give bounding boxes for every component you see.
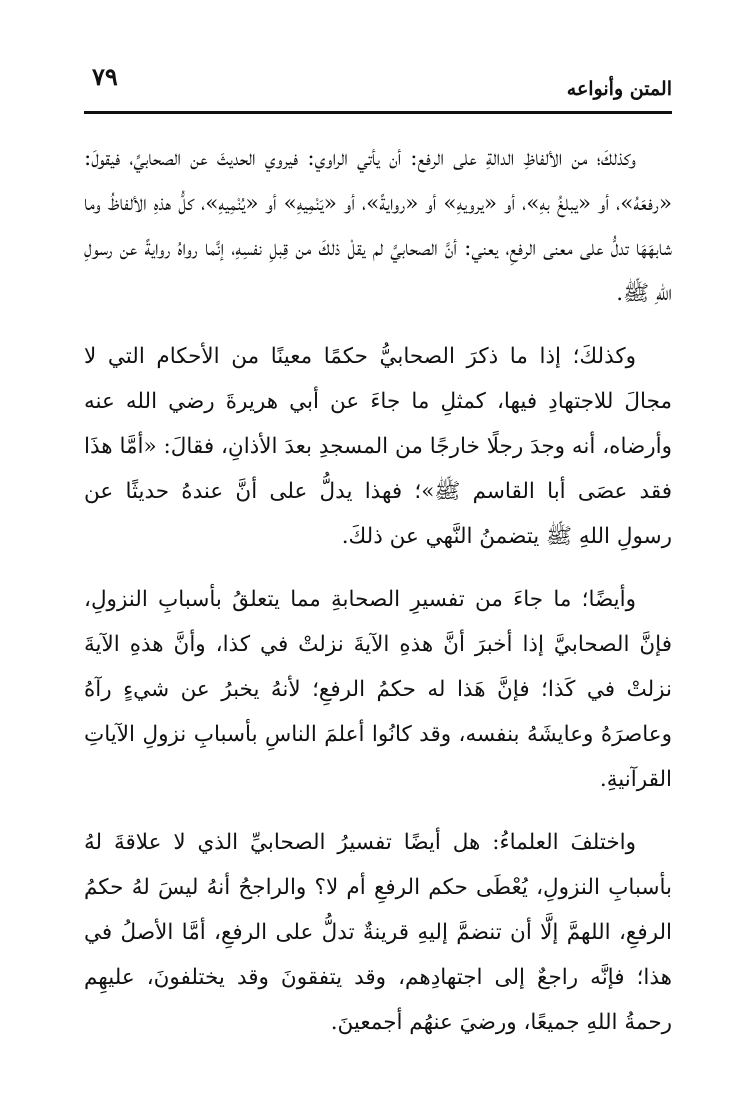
- section-title: المتن وأنواعه: [566, 78, 672, 100]
- paragraph: وأيضًا؛ ما جاءَ من تفسيرِ الصحابةِ مما يتعلقُ بأسبابِ النزولِ، فإنَّ الصحابيَّ إذا أخبرَ أنَّ هذهِ الآيةَ نزلتْ في كذا، وأنَّ هذهِ الآيةَ نزلتْ في كَذا؛ فإنَّ هَذا له حكمُ الرفعِ؛ لأنهُ يخبرُ عن شيءٍ رآهُ وعاصرَهُ وعايشَهُ بنفسه، وقد كانُوا أعلمَ الناسِ بأسبابِ نزولِ الآياتِ القرآنيةِ.: [84, 587, 672, 792]
- paragraph: وكذلكَ؛ من الألفاظِ الدالةِ على الرفع: أن يأتي الراوي: فيروي الحديثَ عن الصحابيِّ، فيقولَ: «رفعَهُ»، أو «يبلغُ بهِ»، أو «يرويهِ» أو «روايةً»، أو «يَنْمِيهِ» أو «يُنْمِيهِ»، كلُّ هذهِ الألفاظُ وما شابهَهَا تدلُّ على معنى الرفعِ، يعني: أنَّ الصحابيَّ لم يقلْ ذلكَ من قِبلِ نفسِهِ، إنَّما رواهُ روايةً عن رسولِ اللهِ ﷺ.: [84, 146, 672, 306]
- body-text: [84, 136, 672, 1063]
- paragraph: وكذلكَ؛ إذا ما ذكرَ الصحابيُّ حكمًا معينًا من الأحكام التي لا مجالَ للاجتهادِ فيها، كمثلِ ما جاءَ عن أبي هريرةَ رضي الله عنه وأرضاه، أنه وجدَ رجلًا خارجًا من المسجدِ بعدَ الأذانِ، فقالَ: «أمَّا هذَا فقد عصَى أبا القاسم ﷺ»؛ فهذا يدلُّ على أنَّ عندهُ حديثًا عن رسولِ اللهِ ﷺ يتضمنُ النَّهي عن ذلكَ.: [84, 344, 672, 549]
- running-header: [84, 62, 672, 108]
- header-rule: [84, 111, 672, 114]
- paragraph: واختلفَ العلماءُ: هل أيضًا تفسيرُ الصحابيِّ الذي لا علاقةَ لهُ بأسبابِ النزولِ، يُعْطَى حكم الرفعِ أم لا؟ والراجحُ أنهُ ليسَ لهُ حكمُ الرفعِ، اللهمَّ إلَّا أن تنضمَّ إليهِ قرينةٌ تدلُّ على الرفعِ، أمَّا الأصلُ في هذا؛ فإنَّه راجعٌ إلى اجتهادِهم، وقد يتفقونَ وقد يختلفونَ، عليهِم رحمةُ اللهِ جميعًا، ورضيَ عنهُم أجمعينَ.: [84, 830, 672, 1035]
- page-number: ٧٩: [92, 62, 118, 91]
